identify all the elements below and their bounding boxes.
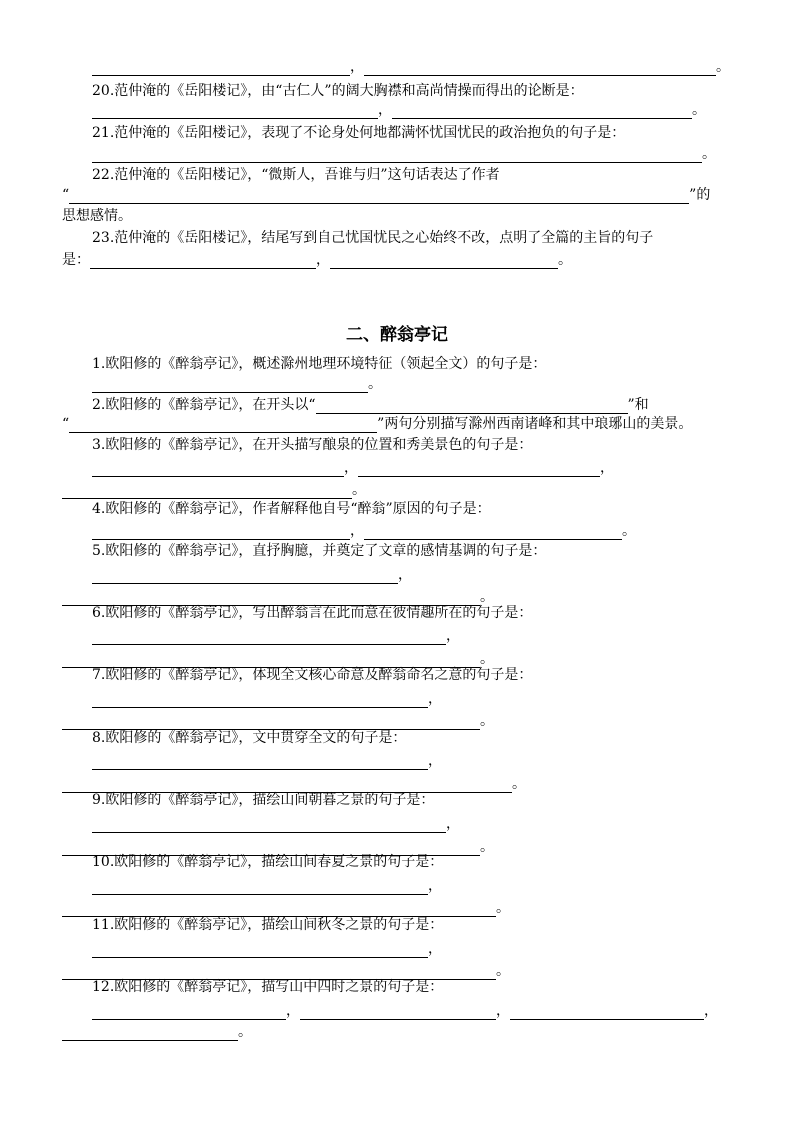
question-text: 思想感情。 [62,208,132,224]
punctuation: ， [446,628,460,644]
item-2 [92,396,649,414]
answer-line-8a [92,752,442,770]
answer-blank[interactable] [92,378,368,393]
answer-blank[interactable] [92,104,378,119]
question-text: 4.欧阳修的《醉翁亭记》，作者解释他自号“醉翁”原因的句子是： [92,501,491,517]
punctuation: “ [62,416,70,432]
answer-blank[interactable] [92,61,350,76]
answer-line-7b [62,712,494,730]
answer-blank[interactable] [510,1005,704,1020]
answer-line-10a [92,877,442,895]
punctuation: ， [428,878,442,894]
question-text: 20.范仲淹的《岳阳楼记》，由“古仁人”的阔大胸襟和高尚情操而得出的论断是： [92,83,584,99]
punctuation: 。 [480,713,494,729]
answer-line-3a [92,459,614,477]
answer-line-6a [92,627,460,645]
item-3 [92,436,532,454]
punctuation: ， [316,252,330,268]
answer-line-12a [92,1002,718,1020]
answer-line-22 [62,186,710,204]
question-text: 6.欧阳修的《醉翁亭记》，写出醉翁言在此而意在彼情趣所在的句子是： [92,605,533,621]
question-23 [92,229,653,247]
punctuation: 。 [496,963,510,979]
answer-line-3b [62,481,366,499]
punctuation: 。 [368,376,382,392]
question-text: 7.欧阳修的《醉翁亭记》，体现全文核心命意及醉翁命名之意的句子是： [92,667,533,683]
punctuation: 。 [496,900,510,916]
item-12 [92,978,443,996]
answer-line-19 [92,58,730,76]
punctuation: 。 [702,146,716,162]
question-22-tail [62,207,132,225]
answer-line-11a [92,940,442,958]
item-1 [92,355,546,373]
item-8 [92,729,406,747]
item-6 [92,604,532,622]
answer-blank[interactable] [330,254,558,269]
answer-blank[interactable] [316,399,628,414]
punctuation: 。 [558,252,572,268]
answer-blank[interactable] [92,693,428,708]
item-4 [92,500,491,518]
answer-blank[interactable] [62,1026,238,1041]
answer-blank[interactable] [92,1005,286,1020]
item-10 [92,853,443,871]
item-5 [92,542,546,560]
punctuation: 。 [480,651,494,667]
answer-blank[interactable] [92,148,702,163]
question-text: ”两句分别描写滁州西南诸峰和其中琅琊山的美景。 [377,416,693,432]
punctuation: 。 [352,482,366,498]
punctuation: ， [350,59,364,75]
answer-blank[interactable] [69,418,377,433]
punctuation: 。 [622,523,636,539]
question-text: 21.范仲淹的《岳阳楼记》，表现了不论身处何地都满怀忧国忧民的政治抱负的句子是： [92,125,626,141]
answer-line-9a [92,815,460,833]
question-21 [92,124,625,142]
question-text: 11.欧阳修的《醉翁亭记》，描绘山间秋冬之景的句子是： [92,917,444,933]
question-text: 是： [62,252,90,268]
question-text: 8.欧阳修的《醉翁亭记》，文中贯穿全文的句子是： [92,730,407,746]
answer-blank[interactable] [92,462,344,477]
punctuation: ， [344,460,358,476]
answer-blank[interactable] [92,525,350,540]
answer-blank[interactable] [62,484,352,499]
answer-blank[interactable] [92,943,428,958]
question-text: 10.欧阳修的《醉翁亭记》，描绘山间春夏之景的句子是： [92,854,444,870]
punctuation: 。 [480,589,494,605]
answer-blank[interactable] [358,462,600,477]
item-2-line-2 [62,415,692,433]
answer-line-12b [62,1023,252,1041]
section-title: 二、醉翁亭记 [346,325,448,345]
question-text: 5.欧阳修的《醉翁亭记》，直抒胸臆，并奠定了文章的感情基调的句子是： [92,543,547,559]
punctuation: ， [428,753,442,769]
question-22 [92,166,500,184]
punctuation: 。 [512,776,526,792]
punctuation: ， [428,941,442,957]
punctuation: ， [398,567,412,583]
punctuation: ， [600,460,614,476]
answer-line-5a [92,566,412,584]
punctuation: ”的 [689,187,711,203]
question-text: 2.欧阳修的《醉翁亭记》，在开头以“ [92,397,316,413]
punctuation: ， [286,1003,300,1019]
answer-blank[interactable] [364,61,716,76]
item-7 [92,666,532,684]
question-text: 23.范仲淹的《岳阳楼记》，结尾写到自己忧国忧民之心始终不改，点明了全篇的主旨的句子 [92,230,654,246]
answer-blank[interactable] [62,715,480,730]
answer-blank[interactable] [392,104,692,119]
punctuation: “ [62,187,70,203]
question-text: 22.范仲淹的《岳阳楼记》，“微斯人，吾谁与归”这句话表达了作者 [92,167,500,183]
answer-blank[interactable] [364,525,622,540]
punctuation: ， [496,1003,510,1019]
item-11 [92,916,443,934]
answer-line-21 [92,145,716,163]
punctuation: ， [378,102,392,118]
punctuation: ， [446,816,460,832]
answer-line-4 [92,522,636,540]
answer-blank[interactable] [69,189,689,204]
answer-blank[interactable] [92,630,446,645]
answer-line-1 [92,375,382,393]
punctuation: 。 [716,59,730,75]
punctuation: 。 [238,1024,252,1040]
answer-blank[interactable] [92,755,428,770]
answer-blank[interactable] [92,818,446,833]
punctuation: ， [428,691,442,707]
answer-line-20 [92,101,706,119]
item-9 [92,791,434,809]
answer-blank[interactable] [90,254,316,269]
answer-blank[interactable] [92,569,398,584]
question-text: 1.欧阳修的《醉翁亭记》，概述滁州地理环境特征（领起全文）的句子是： [92,356,547,372]
punctuation: ， [704,1003,718,1019]
answer-blank[interactable] [300,1005,496,1020]
answer-blank[interactable] [62,902,496,917]
answer-blank[interactable] [92,880,428,895]
answer-line-23 [62,251,572,269]
question-text: 12.欧阳修的《醉翁亭记》，描写山中四时之景的句子是： [92,979,444,995]
question-20 [92,82,584,100]
question-text: 9.欧阳修的《醉翁亭记》，描绘山间朝暮之景的句子是： [92,792,435,808]
answer-line-10b [62,899,510,917]
punctuation: 。 [692,102,706,118]
question-text: 3.欧阳修的《醉翁亭记》，在开头描写酿泉的位置和秀美景色的句子是： [92,437,533,453]
answer-line-7a [92,690,442,708]
question-text: ”和 [627,397,649,413]
punctuation: 。 [480,839,494,855]
punctuation: ， [350,523,364,539]
